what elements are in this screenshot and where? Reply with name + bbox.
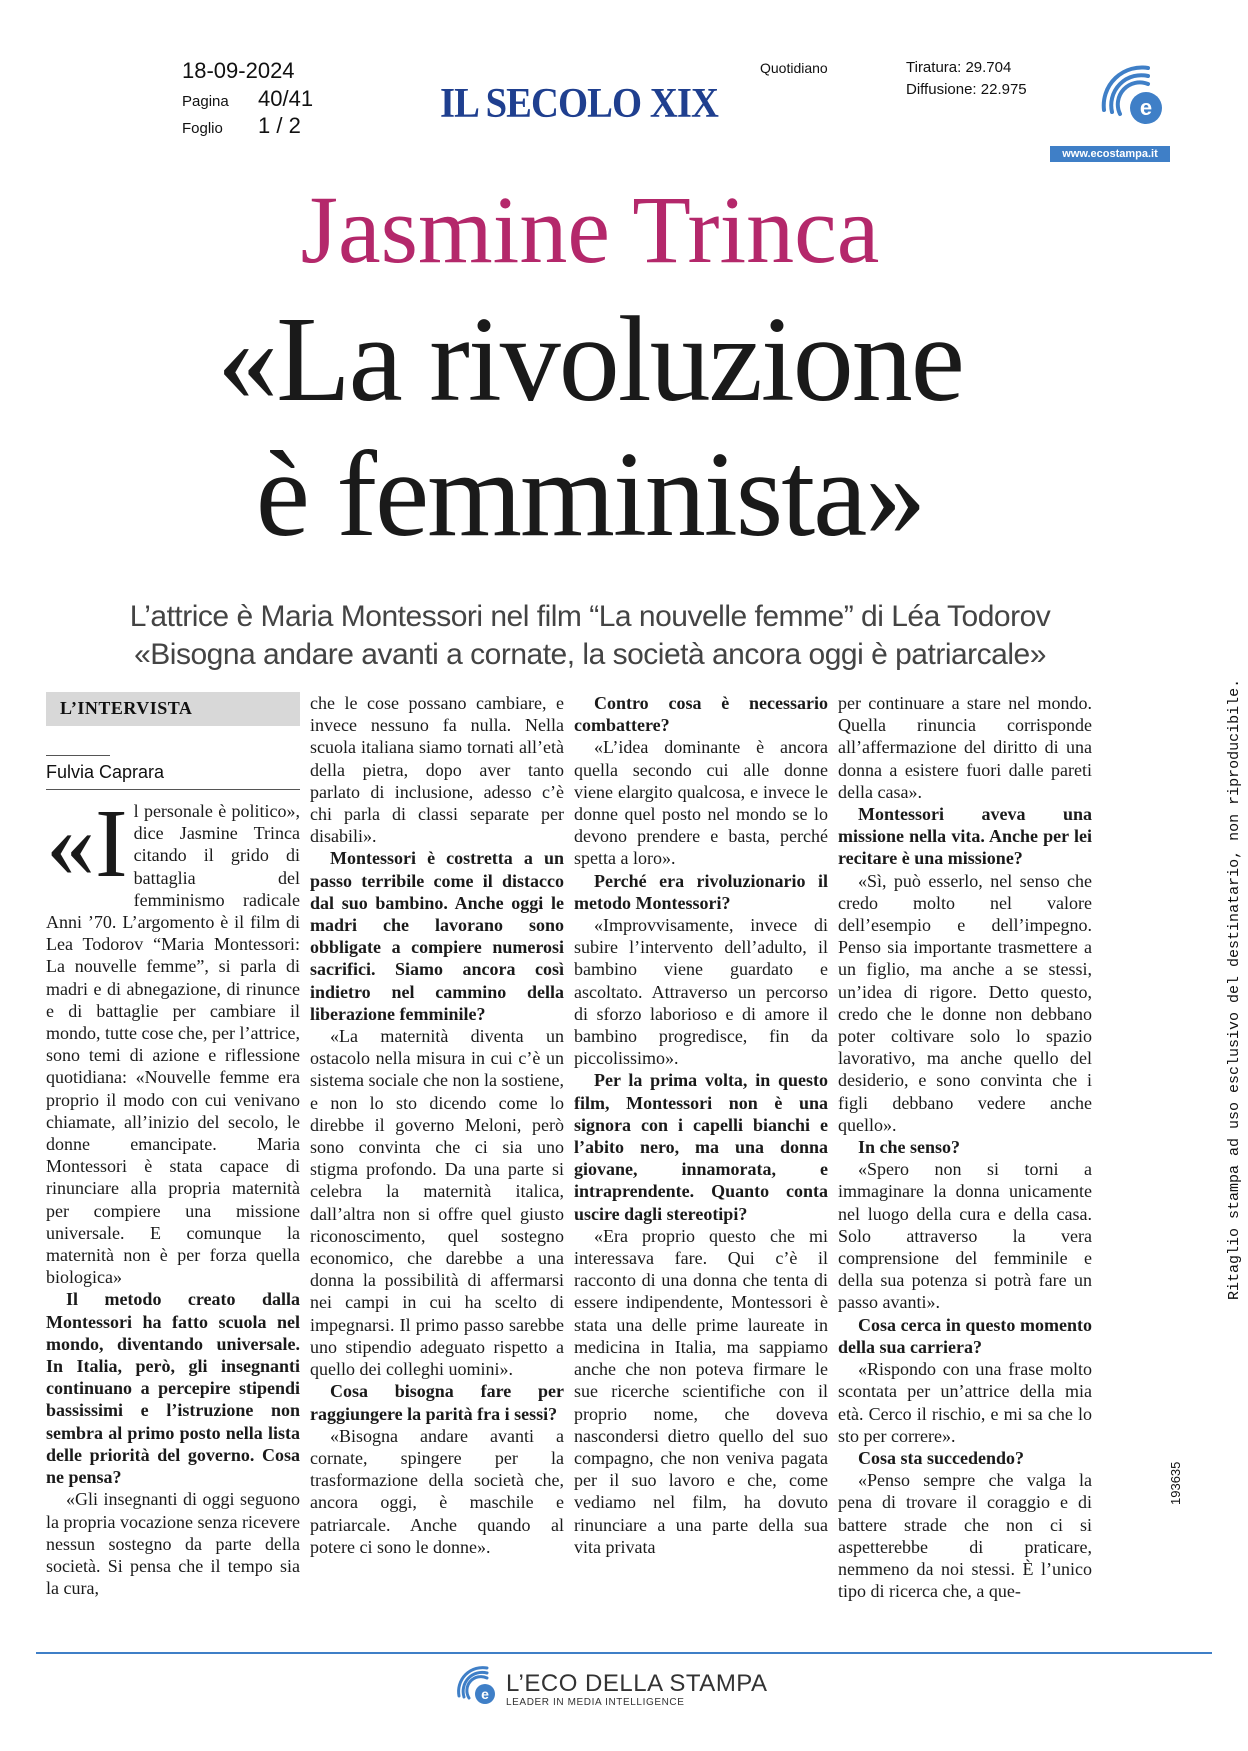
publication-type: Quotidiano xyxy=(760,60,828,76)
answer-paragraph: «Gli insegnanti di oggi seguono la propria vocazione senza ricevere nessun sostegno da parte della società. Si pensa che il tempo sia la cura, xyxy=(46,1489,300,1599)
tiratura-value: Tiratura: 29.704 xyxy=(906,59,1012,76)
footer-rule xyxy=(36,1652,1212,1654)
publication-date: 18-09-2024 xyxy=(182,58,295,83)
footer-brand: L’ECO DELLA STAMPA xyxy=(506,1670,768,1697)
dropcap: «I xyxy=(46,790,128,898)
headline-quote-line-2: è femminista» xyxy=(255,427,925,562)
kicker-label: L’INTERVISTA xyxy=(60,698,193,718)
answer-paragraph: «La maternità diventa un ostacolo nella misura in cui c’è un sistema sociale che non la sostiene, e non lo sto dicendo come lo direbbe il governo Meloni, però sono convinta che ci sia uno stigma profondo. Da una parte si celebra la maternità italica, dall’altra non si offre quel giusto riconoscimento, quel sostegno economico, che darebbe a una donna la possibilità di affermarsi nei campi in cui ha scelto di impegnarsi. Il primo passo sarebbe uno stipendio adeguato rispetto a quello dei colleghi uomini». xyxy=(310,1026,564,1380)
question: Montessori aveva una missione nella vita. Anche per lei recitare è una missione? xyxy=(838,804,1092,869)
pagina-value: 40/41 xyxy=(258,86,314,111)
article-column-1 xyxy=(46,790,300,1599)
byline-rule-top xyxy=(46,755,110,756)
question: Cosa bisogna fare per raggiungere la parità fra i sessi? xyxy=(310,1381,564,1424)
article-column-4 xyxy=(838,692,1092,1602)
section-kicker xyxy=(46,692,300,726)
answer-paragraph: «Era proprio questo che mi interessava fare. Qui c’è il racconto di una donna che tenta di essere indipendente, Montessori è stata una delle prime laureate in medicina in Italia, ma sappiamo anche che non poteva firmare le sue ricerche scientifiche con il proprio nome, che doveva nascondersi dietro quello del suo compagno, che non veniva pagata per il suo lavoro e che, come vediamo nel film, ha dovuto rinunciare a una parte della sua vita privata xyxy=(574,1225,828,1557)
question: Cosa cerca in questo momento della sua carriera? xyxy=(838,1314,1092,1357)
svg-text:e: e xyxy=(481,1686,489,1702)
question: Contro cosa è necessario combattere? xyxy=(574,693,828,736)
answer-paragraph: «Rispondo con una frase molto scontata per un’attrice della mia età. Cerco il rischio, e mi sa che lo sto per correre». xyxy=(838,1359,1092,1446)
answer-paragraph: «Bisogna andare avanti a cornate, spingere per la trasformazione della società che, ancora oggi, è maschile e patriarcale. Anche quando al potere ci sono le donne». xyxy=(310,1425,564,1557)
page-info xyxy=(182,86,313,112)
clipping-code: 193635 xyxy=(1168,1461,1183,1505)
article-column-3 xyxy=(574,692,828,1558)
footer-tagline: LEADER IN MEDIA INTELLIGENCE xyxy=(506,1697,685,1708)
answer-paragraph: che le cose possano cambiare, e invece nessuno fa nulla. Nella scuola italiana siamo tornati all’età della pietra, dopo aver tanto parlato di inclusione, adesso c’è chi parla di classi separate per disabili». xyxy=(310,693,564,847)
column-1-paragraph-1-text: l personale è politico», dice Jasmine Trinca citando il grido di battaglia del femminismo radicale Anni ’70. L’argomento è il film di Lea Todorov “Maria Montessori: La nouvelle femme”, si parla di madri e di abnegazione, di rinunce e di battaglie per cambiare il mondo, tutte cose che, per l’attrice, sono temi di azione e riflessione quotidiana: «Nouvelle femme era proprio il modo con cui venivano chiamate, all’inizio del secolo, le donne emancipate. Maria Montessori è stata capace di rinunciare alla propria maternità per compiere una missione universale. E comunque la maternità non è per forza quella biologica» xyxy=(46,801,300,1288)
pagina-label: Pagina xyxy=(182,93,229,110)
sheet-info xyxy=(182,113,301,139)
answer-paragraph: per continuare a stare nel mondo. Quella rinuncia corrisponde all’affermazione del diritto di una donna a esistere fuori dalle pareti della casa». xyxy=(838,693,1092,802)
reproduction-notice: Ritaglio stampa ad uso esclusivo del destinatario, non riproducibile. xyxy=(1226,678,1243,1300)
circulation-info xyxy=(906,57,1027,101)
answer-paragraph: «Sì, può esserlo, nel senso che credo molto nel valore dell’esempio e dell’impegno. Penso sia importante trasmettere a un figlio, ma anche a se stessi, un’idea di rigore. Detto questo, credo che le donne non debbano poter coltivare solo lo spazio lavorativo, ma anche quello del desiderio, e sono convinta che i figli debbano vedere anche quello». xyxy=(838,870,1092,1135)
diffusione-value: Diffusione: 22.975 xyxy=(906,81,1027,98)
eco-stampa-footer-logo-icon xyxy=(455,1664,499,1708)
question: Per la prima volta, in questo film, Montessori non è una signora con i capelli bianchi e l’abito nero, ma una donna giovane, innamorata, e intraprendente. Quanto conta uscire dagli stereotipi? xyxy=(574,1070,828,1224)
question: Il metodo creato dalla Montessori ha fatto scuola nel mondo, diventando universale. In Italia, però, gli insegnanti continuano a percepire stipendi bassissimi e l’istruzione non sembra al primo posto nella lista delle priorità del governo. Cosa ne pensa? xyxy=(46,1289,300,1488)
question: Perché era rivoluzionario il metodo Montessori? xyxy=(574,870,828,913)
subtitle-line-2: «Bisogna andare avanti a cornate, la società ancora oggi è patriarcale» xyxy=(134,638,1046,671)
headline-quote-line-1: «La rivoluzione xyxy=(217,292,963,427)
eco-stampa-logo-icon xyxy=(1098,60,1168,130)
answer-paragraph: «L’idea dominante è ancora quella secondo cui alle donne viene elargito qualcosa, e invece le donne quel posto nel mondo se lo devono prendere e basta, perché spetta a loro». xyxy=(574,737,828,869)
eco-url: www.ecostampa.it xyxy=(1050,146,1170,162)
question: In che senso? xyxy=(858,1137,961,1158)
byline: Fulvia Caprara xyxy=(46,762,165,782)
answer-paragraph: «Improvvisamente, invece di subire l’intervento dell’adulto, il bambino viene guardato e ascoltato. Attraverso un percorso di sforzo laborioso e di amore il bambino progredisce, fin da piccolissimo». xyxy=(574,915,828,1069)
article-column-2 xyxy=(310,692,564,1558)
foglio-label: Foglio xyxy=(182,120,223,137)
column-1-paragraph-1 xyxy=(46,790,300,1288)
foglio-value: 1 / 2 xyxy=(258,113,301,138)
svg-text:e: e xyxy=(1139,95,1153,120)
headline-name: Jasmine Trinca xyxy=(300,176,880,283)
newspaper-masthead: IL SECOLO XIX xyxy=(440,81,718,127)
question: Montessori è costretta a un passo terribile come il distacco dal suo bambino. Anche oggi le madri che lavorano sono obbligate a compiere numerosi sacrifici. Siamo ancora così indietro nel cammino della liberazione femminile? xyxy=(310,848,564,1024)
answer-paragraph: «Spero non si torni a immaginare la donna unicamente nel luogo della cura e della casa. Solo attraverso la vera comprensione del femminile e della sua potenza si potrà fare un passo avanti». xyxy=(838,1159,1092,1313)
answer-paragraph: «Penso sempre che valga la pena di trovare il coraggio e di battere strade che non ci si aspetterebbe di praticare, nemmeno da noi stessi. È l’unico tipo di ricerca che, a que- xyxy=(838,1470,1092,1602)
subtitle-line-1: L’attrice è Maria Montessori nel film “La nouvelle femme” di Léa Todorov xyxy=(129,600,1051,633)
question: Cosa sta succedendo? xyxy=(858,1447,1025,1468)
